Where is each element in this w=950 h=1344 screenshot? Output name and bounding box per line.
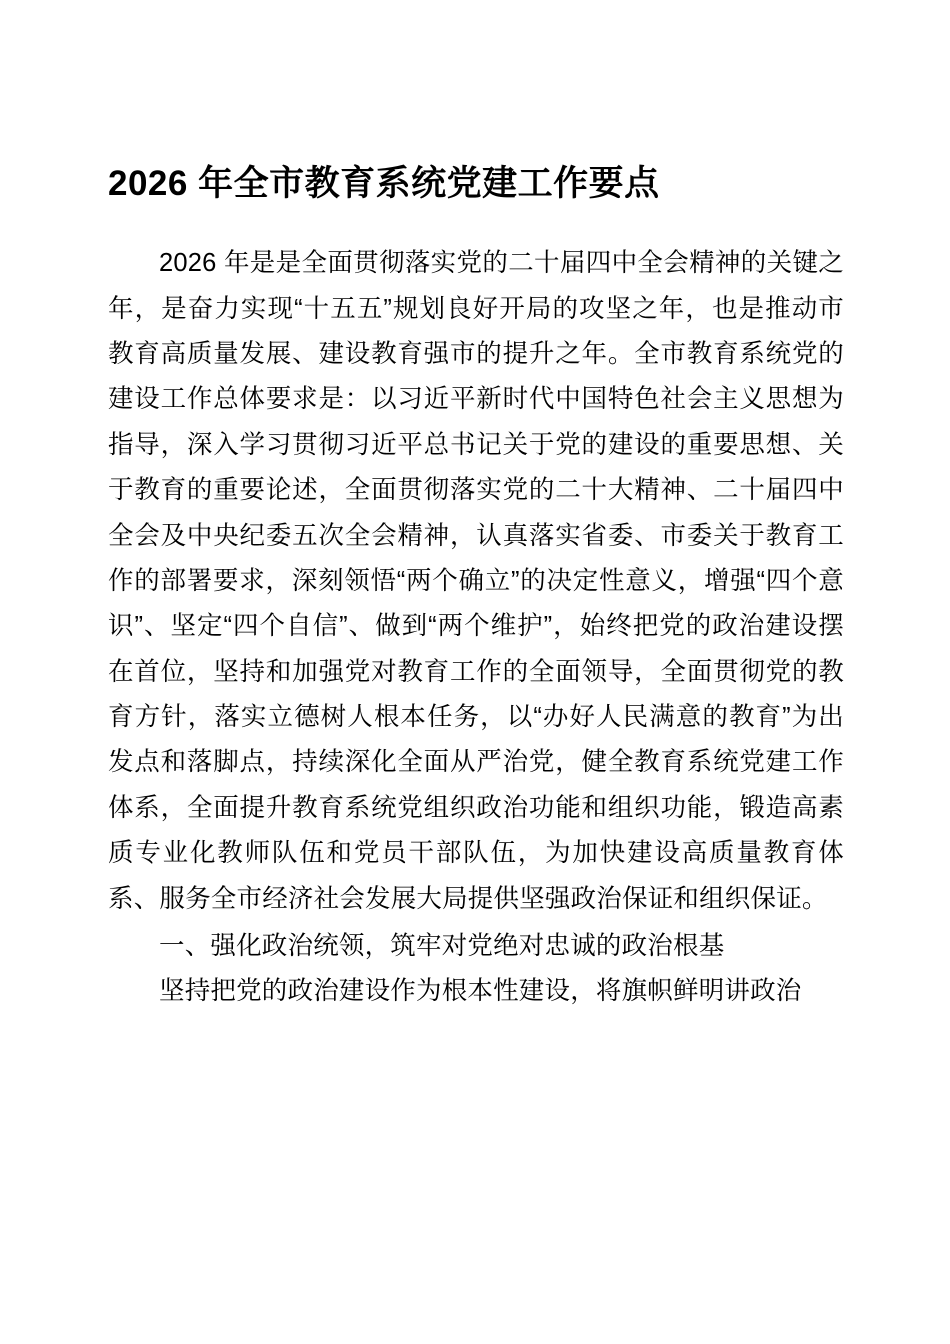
section-heading-one: 一、强化政治统领，筑牢对党绝对忠诚的政治根基 bbox=[159, 931, 725, 960]
page-title: 2026 年全市教育系统党建工作要点 bbox=[108, 164, 660, 203]
document-body bbox=[108, 160, 844, 1015]
paragraph-overview: 2026 年是是全面贯彻落实党的二十届四中全会精神的关键之年，是奋力实现“十五五”规划良好开局的攻坚之年，也是推动市教育高质量发展、建设教育强市的提升之年。全市教育系统党的建设工作总体要求是：以习近平新时代中国特色社会主义思想为指导，深入学习贯彻习近平总书记关于党的建设的重要思想、关于教育的重要论述，全面贯彻落实党的二十大精神、二十届四中全会及中央纪委五次全会精神，认真落实省委、市委关于教育工作的部署要求，深刻领悟“两个确立”的决定性意义，增强“四个意识”、坚定“四个自信”、做到“两个维护”，始终把党的政治建设摆在首位，坚持和加强党对教育工作的全面领导，全面贯彻党的教育方针，落实立德树人根本任务，以“办好人民满意的教育”为出发点和落脚点，持续深化全面从严治党，健全教育系统党建工作体系，全面提升教育系统党组织政治功能和组织功能，锻造高素质专业化教师队伍和党员干部队伍，为加快建设高质量教育体系、服务全市经济社会发展大局提供坚强政治保证和组织保证。 bbox=[108, 249, 844, 913]
paragraph-section-one-body: 坚持把党的政治建设作为根本性建设，将旗帜鲜明讲政治 bbox=[159, 977, 802, 1006]
